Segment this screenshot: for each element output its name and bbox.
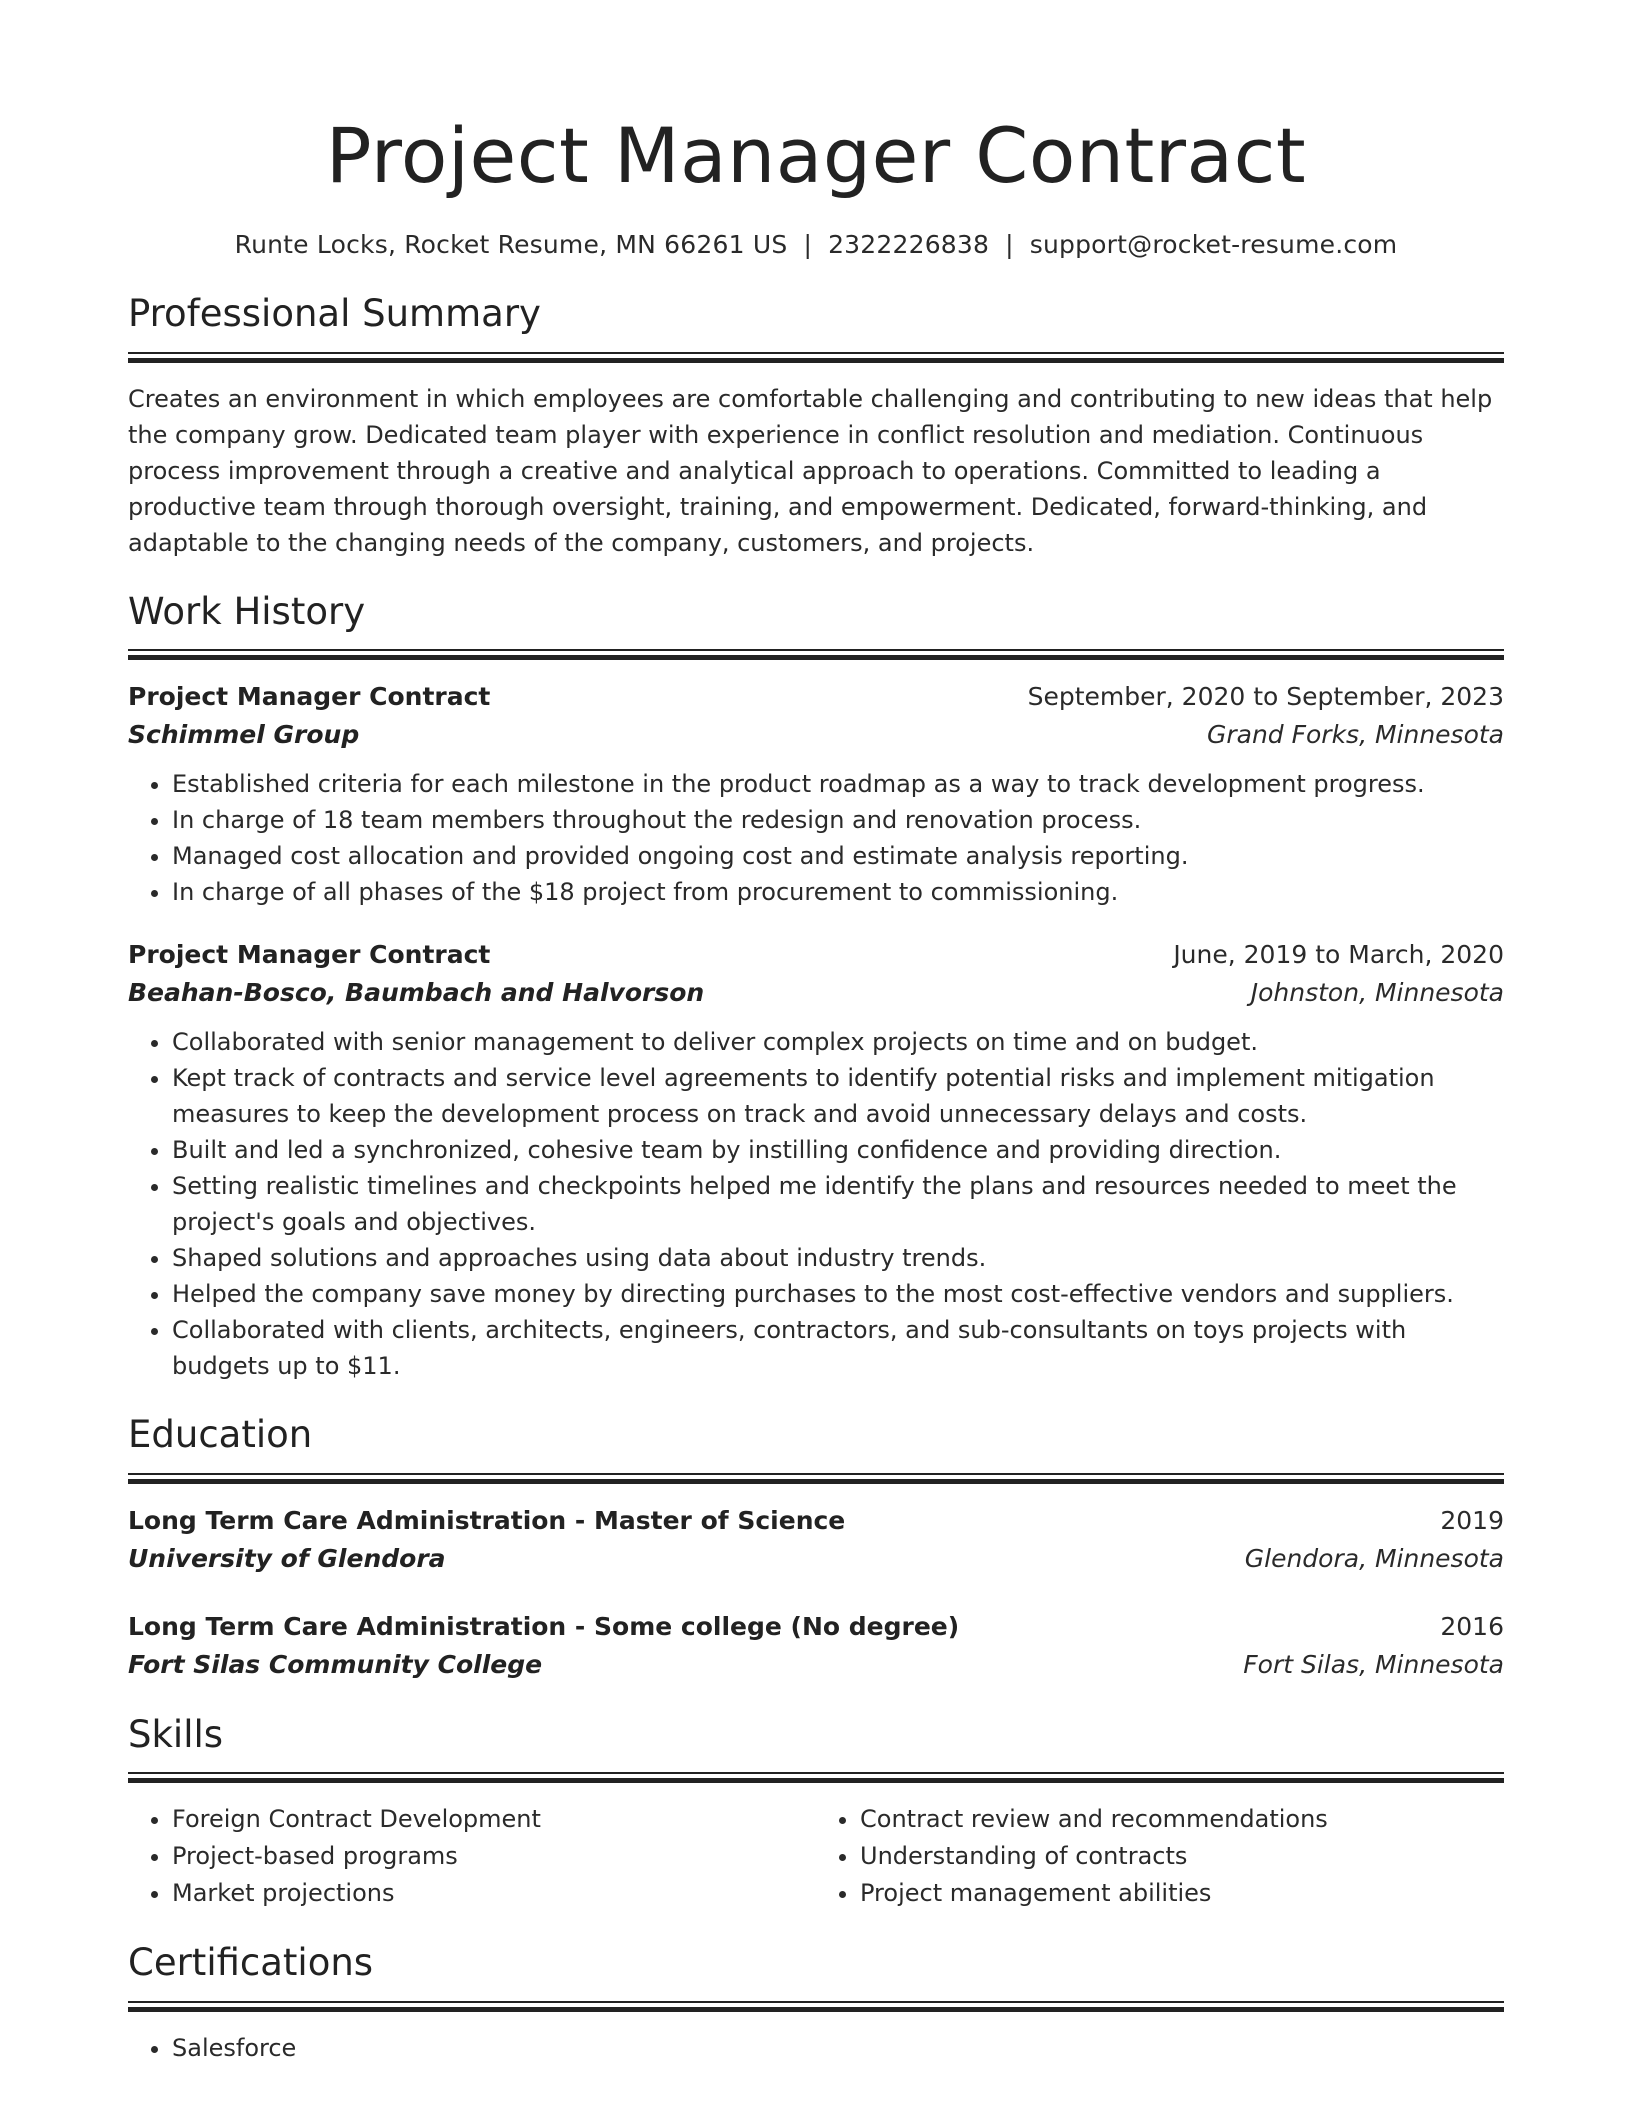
job-bullets <box>128 766 1504 910</box>
education-section <box>128 1414 1504 1684</box>
contact-line <box>128 230 1504 259</box>
list-item: • Setting realistic timelines and checkpoints helped me identify the plans and resources needed to meet the project's goals and objectives. <box>172 1168 1504 1240</box>
contact-separator: | <box>803 230 813 259</box>
list-item: • Collaborated with clients, architects, engineers, contractors, and sub-consultants on toys projects with budgets up to $11. <box>172 1312 1504 1384</box>
contact-address: Runte Locks, Rocket Resume, MN 66261 US <box>234 230 788 259</box>
job-entry <box>128 678 1504 910</box>
list-item: • Project-based programs <box>172 1838 816 1875</box>
skills-columns <box>128 1801 1504 1912</box>
certifications-list <box>128 2030 1504 2066</box>
contact-email: support@rocket-resume.com <box>1029 230 1398 259</box>
education-subheader <box>128 1646 1504 1684</box>
certifications-section <box>128 1942 1504 2066</box>
list-item: • Collaborated with senior management to deliver complex projects on time and on budget. <box>172 1024 1504 1060</box>
list-item: • Shaped solutions and approaches using data about industry trends. <box>172 1240 1504 1276</box>
education-location: Fort Silas, Minnesota <box>1243 1649 1504 1679</box>
list-item: • Understanding of contracts <box>860 1838 1504 1875</box>
section-rule <box>128 352 1504 363</box>
education-degree: Long Term Care Administration - Master of Science <box>128 1505 846 1535</box>
education-year: 2019 <box>1440 1505 1504 1535</box>
job-title: Project Manager Contract <box>128 940 491 970</box>
work-history-section <box>128 591 1504 1385</box>
job-company: Schimmel Group <box>128 720 360 750</box>
education-school: University of Glendora <box>128 1543 446 1573</box>
list-item: • Kept track of contracts and service level agreements to identify potential risks and implement mitigation measures to keep the development process on track and avoid unnecessary delays and costs. <box>172 1060 1504 1132</box>
education-school: Fort Silas Community College <box>128 1649 543 1679</box>
list-item: • Project management abilities <box>860 1875 1504 1912</box>
job-location: Johnston, Minnesota <box>1250 978 1504 1008</box>
section-heading: Education <box>128 1413 313 1457</box>
list-item: • Helped the company save money by directing purchases to the most cost-effective vendors and suppliers. <box>172 1276 1504 1312</box>
resume-name: Project Manager Contract <box>325 111 1307 200</box>
list-item: • Foreign Contract Development <box>172 1801 816 1838</box>
job-dates: June, 2019 to March, 2020 <box>1173 940 1504 970</box>
job-dates: September, 2020 to September, 2023 <box>1027 682 1504 712</box>
list-item: • Contract review and recommendations <box>860 1801 1504 1838</box>
education-subheader <box>128 1540 1504 1578</box>
education-header <box>128 1502 1504 1540</box>
contact-separator: | <box>1005 230 1014 259</box>
job-company: Beahan-Bosco, Baumbach and Halvorson <box>128 978 705 1008</box>
skills-section <box>128 1714 1504 1913</box>
section-heading: Work History <box>128 589 366 633</box>
section-rule <box>128 2001 1504 2012</box>
summary-section <box>128 293 1504 561</box>
resume-page <box>128 111 1504 2066</box>
job-subheader <box>128 974 1504 1012</box>
job-location: Grand Forks, Minnesota <box>1206 720 1504 750</box>
job-title: Project Manager Contract <box>128 682 491 712</box>
list-item: • Established criteria for each milestone in the product roadmap as a way to track development progress. <box>172 766 1504 802</box>
list-item: • Salesforce <box>172 2030 1504 2066</box>
education-degree: Long Term Care Administration - Some college (No degree) <box>128 1611 960 1641</box>
skills-list-left <box>128 1801 816 1912</box>
education-header <box>128 1608 1504 1646</box>
section-rule <box>128 1473 1504 1484</box>
education-year: 2016 <box>1440 1611 1504 1641</box>
skills-list-right <box>816 1801 1504 1912</box>
section-heading: Skills <box>128 1712 224 1756</box>
job-bullets <box>128 1024 1504 1384</box>
list-item: • Market projections <box>172 1875 816 1912</box>
job-header <box>128 678 1504 716</box>
section-heading: Professional Summary <box>128 292 541 335</box>
job-entry <box>128 936 1504 1384</box>
job-header <box>128 936 1504 974</box>
list-item: • In charge of all phases of the $18 project from procurement to commissioning. <box>172 874 1504 910</box>
education-entry <box>128 1608 1504 1684</box>
summary-text: Creates an environment in which employees are comfortable challenging and contributing to new ideas that help the company grow. Dedicated team player with experience in conflict resolution and mediation. Continuous process improvement through a creative and analytical approach to operations. Committed to leading a productive team through thorough oversight, training, and empowerment. Dedicated, forward-thinking, and adaptable to the changing needs of the company, customers, and projects. <box>128 384 1493 557</box>
contact-phone: 2322226838 <box>828 230 990 259</box>
section-rule <box>128 1772 1504 1783</box>
education-location: Glendora, Minnesota <box>1244 1543 1504 1573</box>
section-heading: Certifications <box>128 1941 374 1985</box>
section-rule <box>128 649 1504 660</box>
list-item: • Built and led a synchronized, cohesive team by instilling confidence and providing direction. <box>172 1132 1504 1168</box>
education-entry <box>128 1502 1504 1578</box>
list-item: • In charge of 18 team members throughout the redesign and renovation process. <box>172 802 1504 838</box>
job-subheader <box>128 716 1504 754</box>
list-item: • Managed cost allocation and provided ongoing cost and estimate analysis reporting. <box>172 838 1504 874</box>
